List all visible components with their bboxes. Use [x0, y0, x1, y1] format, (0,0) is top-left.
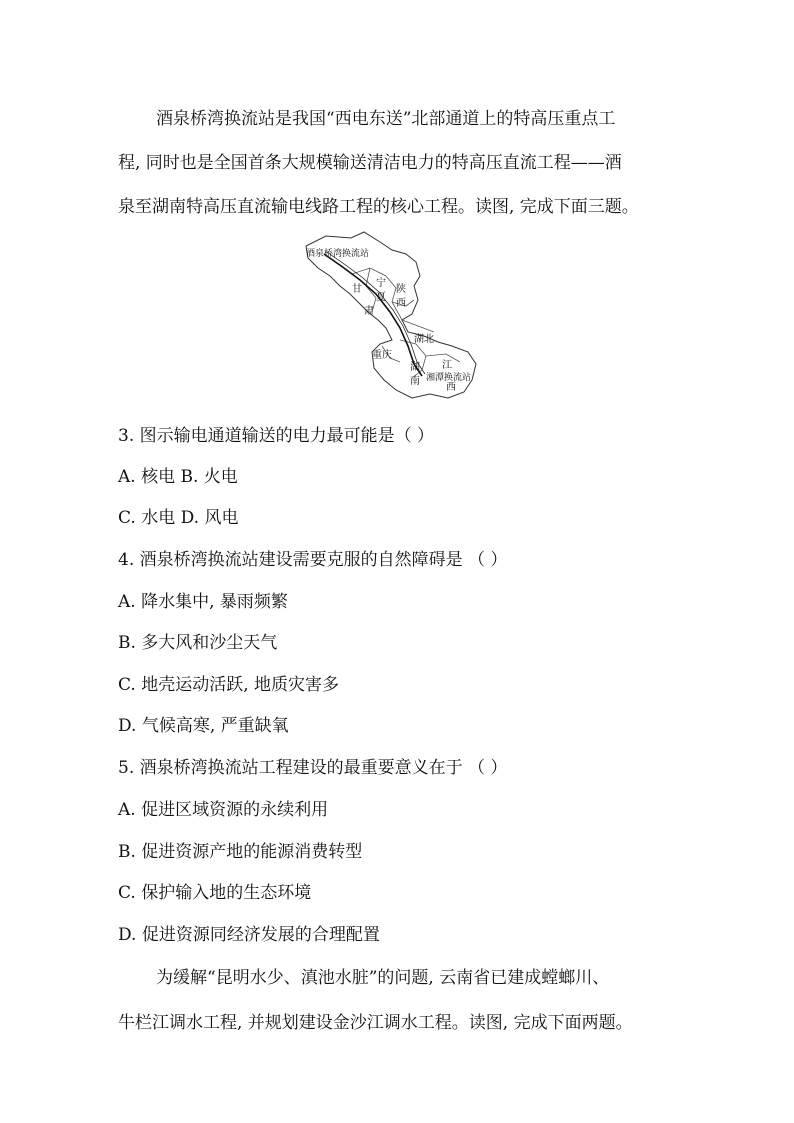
question-4-stem: 4. 酒泉桥湾换流站建设需要克服的自然障碍是 （ ） — [118, 550, 508, 570]
label-hubei: 湖北 — [414, 334, 434, 345]
label-shaan: 陕 — [396, 284, 406, 295]
intro-line-3: 泉至湖南特高压直流输电线路工程的核心工程。读图, 完成下面三题。 — [118, 197, 639, 217]
question-5-option-c: C. 保护输入地的生态环境 — [118, 883, 312, 903]
label-xi: 西 — [396, 298, 406, 309]
label-su: 肃 — [364, 306, 374, 317]
question-3-stem: 3. 图示输电通道输送的电力最可能是（ ） — [118, 426, 435, 446]
question-5-option-b: B. 促进资源产地的能源消费转型 — [118, 842, 363, 862]
question-4-option-b: B. 多大风和沙尘天气 — [118, 633, 278, 653]
label-jiangxi-xi: 西 — [446, 382, 456, 393]
label-jiang: 江 — [442, 360, 452, 371]
transmission-route-map — [296, 228, 486, 400]
label-hu: 湖 — [410, 362, 420, 373]
question-4-option-c: C. 地壳运动活跃, 地质灾害多 — [118, 675, 340, 695]
label-xia: 夏 — [376, 292, 386, 303]
label-start-station: 酒泉桥湾换流站 — [306, 249, 370, 259]
label-gan: 甘 — [352, 284, 362, 295]
question-3-options-row-1: A. 核电 B. 火电 — [118, 467, 238, 487]
question-4-option-a: A. 降水集中, 暴雨频繁 — [118, 592, 288, 612]
outro-line-2: 牛栏江调水工程, 并规划建设金沙江调水工程。读图, 完成下面两题。 — [118, 1013, 633, 1033]
label-end-station: 湘潭换流站 — [426, 373, 472, 383]
question-5-option-d: D. 促进资源同经济发展的合理配置 — [118, 925, 380, 945]
label-ning: 宁 — [376, 278, 386, 289]
question-4-option-d: D. 气候高寒, 严重缺氧 — [118, 716, 289, 736]
label-nan: 南 — [410, 376, 420, 387]
label-chongqing: 重庆 — [372, 350, 392, 361]
question-5-stem: 5. 酒泉桥湾换流站工程建设的最重要意义在于 （ ） — [118, 758, 508, 778]
intro-line-2: 程, 同时也是全国首条大规模输送清洁电力的特高压直流工程——酒 — [118, 153, 622, 173]
intro-line-1: 酒泉桥湾换流站是我国“西电东送”北部通道上的特高压重点工 — [156, 109, 616, 129]
outro-line-1: 为缓解“昆明水少、滇池水脏”的问题, 云南省已建成螳螂川、 — [156, 968, 610, 988]
question-5-option-a: A. 促进区域资源的永续利用 — [118, 800, 329, 820]
question-3-options-row-2: C. 水电 D. 风电 — [118, 508, 239, 528]
